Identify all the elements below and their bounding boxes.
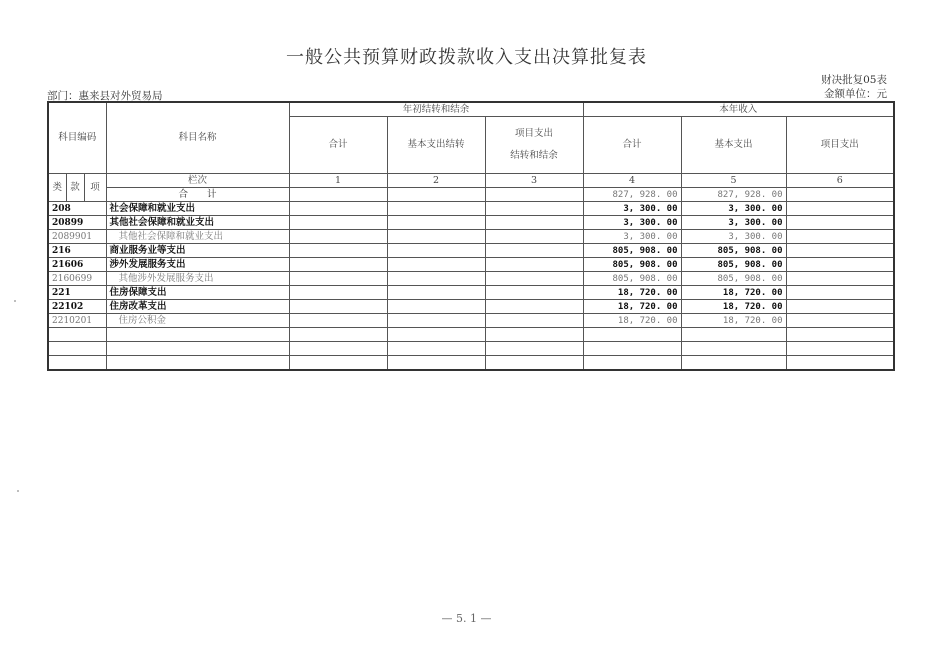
row-project-carryover	[485, 314, 583, 328]
row-code: 216	[48, 244, 106, 258]
row-project-carryover	[485, 300, 583, 314]
table-row	[48, 230, 894, 244]
row-basic-expense: 18, 720. 00	[681, 286, 786, 300]
header-project-expense: 项目支出	[786, 117, 894, 174]
row-basic-carryover	[387, 272, 485, 286]
grand-total-label: 合 计	[106, 188, 289, 202]
empty-cell	[786, 356, 894, 371]
header-basic-expense: 基本支出	[681, 117, 786, 174]
table-row	[48, 286, 894, 300]
row-income-total: 18, 720. 00	[583, 300, 681, 314]
row-basic-carryover	[387, 300, 485, 314]
table-row	[48, 202, 894, 216]
row-basic-expense: 18, 720. 00	[681, 300, 786, 314]
col-number-1: 1	[289, 174, 387, 188]
row-project-expense	[786, 286, 894, 300]
empty-cell	[289, 342, 387, 356]
row-code: 208	[48, 202, 106, 216]
amount-unit: 金额单位：元	[824, 88, 887, 100]
empty-cell	[583, 342, 681, 356]
header-project-carryover	[485, 117, 583, 174]
empty-cell	[387, 356, 485, 371]
scan-speck	[14, 300, 16, 302]
col-number-6: 6	[786, 174, 894, 188]
row-income-total: 18, 720. 00	[583, 286, 681, 300]
approval-table	[47, 101, 895, 371]
table-row	[48, 314, 894, 328]
grand-total-carryover-total	[289, 188, 387, 202]
empty-row	[48, 356, 894, 371]
empty-cell	[48, 328, 106, 342]
row-basic-carryover	[387, 230, 485, 244]
row-basic-expense: 805, 908. 00	[681, 258, 786, 272]
row-code: 21606	[48, 258, 106, 272]
row-project-carryover	[485, 244, 583, 258]
empty-cell	[106, 342, 289, 356]
row-project-carryover	[485, 202, 583, 216]
row-basic-expense: 805, 908. 00	[681, 244, 786, 258]
header-project-carryover-line2: 结转和结余	[510, 150, 558, 161]
empty-cell	[289, 328, 387, 342]
header-item: 项	[84, 174, 106, 202]
row-code: 2210201	[48, 314, 106, 328]
empty-cell	[289, 356, 387, 371]
row-project-expense	[786, 272, 894, 286]
row-code: 2089901	[48, 230, 106, 244]
row-carryover-total	[289, 202, 387, 216]
row-carryover-total	[289, 272, 387, 286]
header-class: 类	[48, 174, 66, 202]
row-project-expense	[786, 258, 894, 272]
col-number-2: 2	[387, 174, 485, 188]
row-name: 其他社会保障和就业支出	[106, 216, 289, 230]
empty-cell	[485, 342, 583, 356]
header-subject-name: 科目名称	[106, 102, 289, 174]
row-basic-expense: 3, 300. 00	[681, 202, 786, 216]
row-basic-expense: 3, 300. 00	[681, 230, 786, 244]
row-income-total: 805, 908. 00	[583, 272, 681, 286]
row-code: 20899	[48, 216, 106, 230]
table-row	[48, 300, 894, 314]
header-income-group: 本年收入	[583, 102, 894, 117]
empty-row	[48, 342, 894, 356]
empty-cell	[387, 342, 485, 356]
empty-cell	[583, 328, 681, 342]
row-basic-carryover	[387, 286, 485, 300]
row-carryover-total	[289, 216, 387, 230]
scan-speck	[17, 490, 19, 492]
row-project-carryover	[485, 230, 583, 244]
row-name: 社会保障和就业支出	[106, 202, 289, 216]
header-income-total: 合计	[583, 117, 681, 174]
grand-total-project-carryover	[485, 188, 583, 202]
empty-cell	[48, 342, 106, 356]
grand-total-basic-expense: 827, 928. 00	[681, 188, 786, 202]
row-basic-carryover	[387, 244, 485, 258]
row-name: 其他社会保障和就业支出	[106, 230, 289, 244]
empty-cell	[583, 356, 681, 371]
empty-cell	[786, 342, 894, 356]
row-basic-expense: 18, 720. 00	[681, 314, 786, 328]
page-title: 一般公共预算财政拨款收入支出决算批复表	[286, 47, 647, 68]
department-label: 部门：惠来县对外贸易局	[47, 90, 163, 102]
row-income-total: 805, 908. 00	[583, 244, 681, 258]
row-code: 221	[48, 286, 106, 300]
table-row	[48, 216, 894, 230]
row-basic-carryover	[387, 216, 485, 230]
row-name: 住房保障支出	[106, 286, 289, 300]
row-basic-expense: 805, 908. 00	[681, 272, 786, 286]
row-code: 22102	[48, 300, 106, 314]
row-project-expense	[786, 300, 894, 314]
empty-cell	[106, 356, 289, 371]
row-project-expense	[786, 216, 894, 230]
grand-total-basic-carryover	[387, 188, 485, 202]
header-basic-carryover: 基本支出结转	[387, 117, 485, 174]
row-income-total: 805, 908. 00	[583, 258, 681, 272]
empty-cell	[106, 328, 289, 342]
row-name: 住房公积金	[106, 314, 289, 328]
row-basic-expense: 3, 300. 00	[681, 216, 786, 230]
page-number: — 5. 1 —	[441, 612, 492, 625]
form-code: 财决批复05表	[821, 74, 887, 86]
col-number-4: 4	[583, 174, 681, 188]
empty-cell	[786, 328, 894, 342]
row-project-carryover	[485, 216, 583, 230]
row-project-carryover	[485, 272, 583, 286]
row-project-expense	[786, 202, 894, 216]
empty-cell	[485, 328, 583, 342]
empty-cell	[485, 356, 583, 371]
row-income-total: 3, 300. 00	[583, 202, 681, 216]
row-carryover-total	[289, 286, 387, 300]
row-basic-carryover	[387, 202, 485, 216]
table-row	[48, 244, 894, 258]
row-carryover-total	[289, 300, 387, 314]
row-name: 住房改革支出	[106, 300, 289, 314]
empty-cell	[681, 356, 786, 371]
row-name: 涉外发展服务支出	[106, 258, 289, 272]
header-carryover-total: 合计	[289, 117, 387, 174]
row-project-carryover	[485, 258, 583, 272]
header-column-index: 栏次	[106, 174, 289, 188]
header-subject-code: 科目编码	[48, 102, 106, 174]
table-row	[48, 258, 894, 272]
header-project-carryover-line1: 项目支出	[515, 128, 554, 139]
empty-cell	[48, 356, 106, 371]
row-carryover-total	[289, 230, 387, 244]
row-project-expense	[786, 230, 894, 244]
row-income-total: 3, 300. 00	[583, 230, 681, 244]
header-section: 款	[66, 174, 84, 202]
col-number-5: 5	[681, 174, 786, 188]
grand-total-income-total: 827, 928. 00	[583, 188, 681, 202]
table-row	[48, 272, 894, 286]
row-basic-carryover	[387, 314, 485, 328]
row-project-expense	[786, 244, 894, 258]
row-project-expense	[786, 314, 894, 328]
row-name: 商业服务业等支出	[106, 244, 289, 258]
row-carryover-total	[289, 258, 387, 272]
row-code: 2160699	[48, 272, 106, 286]
row-income-total: 3, 300. 00	[583, 216, 681, 230]
grand-total-project-expense	[786, 188, 894, 202]
row-income-total: 18, 720. 00	[583, 314, 681, 328]
row-carryover-total	[289, 314, 387, 328]
row-project-carryover	[485, 286, 583, 300]
header-carryover-group: 年初结转和结余	[289, 102, 583, 117]
row-carryover-total	[289, 244, 387, 258]
empty-cell	[681, 342, 786, 356]
col-number-3: 3	[485, 174, 583, 188]
empty-cell	[387, 328, 485, 342]
row-name: 其他涉外发展服务支出	[106, 272, 289, 286]
empty-cell	[681, 328, 786, 342]
row-basic-carryover	[387, 258, 485, 272]
empty-row	[48, 328, 894, 342]
